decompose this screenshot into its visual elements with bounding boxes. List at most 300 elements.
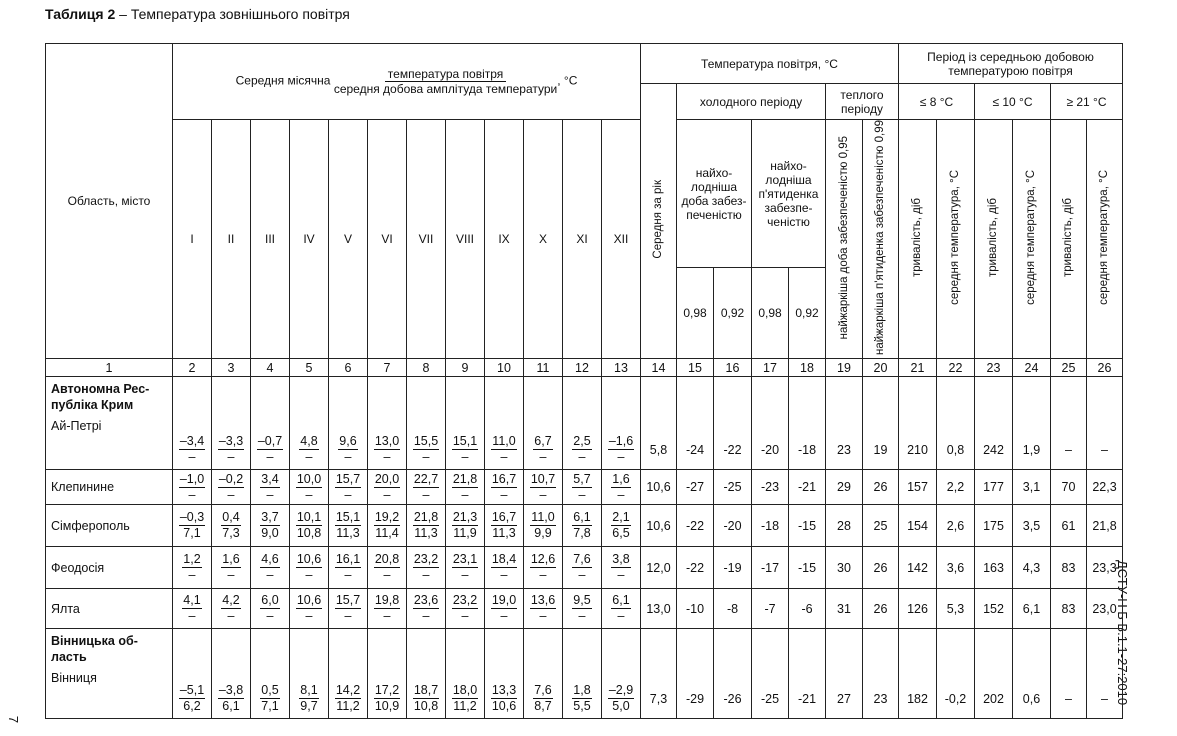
monthly-temp: 4,2 [222, 593, 240, 608]
monthly-cell [290, 470, 329, 505]
monthly-cell [251, 470, 290, 505]
value-cell: 154 [899, 505, 937, 547]
value-cell: 0,6 [1013, 629, 1051, 719]
monthly-temp: 21,3 [452, 510, 478, 525]
value-cell: -21 [789, 629, 826, 719]
header-ge21-avg: середня температура, °С [1087, 120, 1123, 359]
monthly-amplitude: 10,6 [491, 699, 517, 714]
monthly-temp: 6,1 [573, 510, 591, 525]
monthly-amplitude: – [617, 487, 625, 502]
monthly-amplitude: – [383, 568, 391, 583]
monthly-amplitude: – [422, 487, 430, 502]
table-header [46, 44, 1123, 377]
value-cell: 0,8 [937, 377, 975, 470]
header-monthly: Середня місячна $\frac{\text{температура повітря}}{\text{середня добова амплітуда температури}}$ , °С [173, 44, 641, 120]
value-cell: 30 [826, 547, 863, 589]
value-cell: 152 [975, 589, 1013, 629]
column-number: 6 [329, 359, 368, 377]
value-cell: 83 [1051, 589, 1087, 629]
monthly-temp: 0,5 [261, 683, 279, 698]
table-title-text: Температура зовнішнього повітря [130, 6, 350, 22]
monthly-cell [212, 547, 251, 589]
value-cell: -27 [677, 470, 714, 505]
monthly-temp: 14,2 [335, 683, 361, 698]
monthly-temp: 13,3 [491, 683, 517, 698]
column-number: 16 [714, 359, 752, 377]
monthly-temp: 5,7 [573, 471, 591, 486]
value-cell: 21,8 [1087, 505, 1123, 547]
location-cell [46, 505, 173, 547]
monthly-temp: 15,1 [452, 434, 478, 449]
monthly-amplitude: 8,7 [534, 699, 552, 714]
monthly-cell [251, 629, 290, 719]
month-9: IX [485, 120, 524, 359]
monthly-temp: 1,8 [573, 683, 591, 698]
monthly-cell [212, 470, 251, 505]
value-cell: 210 [899, 377, 937, 470]
monthly-temp: 23,1 [452, 552, 478, 567]
monthly-temp: 22,7 [413, 471, 439, 486]
monthly-temp: 4,8 [300, 434, 318, 449]
column-number: 25 [1051, 359, 1087, 377]
column-number: 15 [677, 359, 714, 377]
monthly-amplitude: 6,1 [222, 699, 240, 714]
monthly-cell [407, 377, 446, 470]
column-number: 5 [290, 359, 329, 377]
value-cell: 182 [899, 629, 937, 719]
monthly-temp: –2,9 [608, 683, 634, 698]
monthly-temp: 3,8 [612, 552, 630, 567]
header-warm-period: теплого періоду [826, 84, 899, 120]
table-row [46, 377, 1123, 470]
monthly-amplitude: – [305, 450, 313, 465]
monthly-amplitude: – [227, 450, 235, 465]
monthly-cell [407, 629, 446, 719]
monthly-temp: 19,2 [374, 510, 400, 525]
monthly-temp: 15,1 [335, 510, 361, 525]
monthly-amplitude: 9,0 [261, 526, 279, 541]
monthly-temp: 11,0 [531, 510, 555, 525]
monthly-cell [524, 629, 563, 719]
value-cell: -15 [789, 505, 826, 547]
monthly-temp: 20,0 [374, 471, 400, 486]
monthly-cell [602, 377, 641, 470]
value-cell: 26 [863, 589, 899, 629]
value-cell: 163 [975, 547, 1013, 589]
monthly-amplitude: – [227, 609, 235, 624]
monthly-cell [524, 377, 563, 470]
value-cell: -25 [752, 629, 789, 719]
monthly-amplitude: – [305, 609, 313, 624]
column-number: 9 [446, 359, 485, 377]
monthly-cell [290, 505, 329, 547]
monthly-temp: 1,6 [222, 552, 240, 567]
monthly-temp: 18,0 [452, 683, 478, 698]
monthly-cell [407, 505, 446, 547]
monthly-amplitude: – [188, 609, 196, 624]
monthly-amplitude: – [227, 568, 235, 583]
monthly-amplitude: 10,8 [413, 699, 439, 714]
monthly-cell [563, 629, 602, 719]
monthly-cell [329, 547, 368, 589]
monthly-amplitude: – [461, 450, 469, 465]
monthly-cell [290, 377, 329, 470]
monthly-temp: –1,6 [608, 434, 634, 449]
column-number: 19 [826, 359, 863, 377]
header-le10-avg: середня температура, °С [1013, 120, 1051, 359]
monthly-cell [524, 589, 563, 629]
location-cell [46, 377, 173, 470]
header-period: Період із середньою добовою температурою повітря [899, 44, 1123, 84]
value-cell: -20 [714, 505, 752, 547]
value-cell: -23 [752, 470, 789, 505]
value-cell: 22,3 [1087, 470, 1123, 505]
prob-coldest-day-098: 0,98 [677, 268, 714, 359]
value-cell: -26 [714, 629, 752, 719]
column-number: 21 [899, 359, 937, 377]
monthly-temp: 2,1 [612, 510, 630, 525]
monthly-cell [329, 629, 368, 719]
monthly-amplitude: – [461, 568, 469, 583]
monthly-cell [446, 547, 485, 589]
monthly-cell [446, 505, 485, 547]
monthly-temp: 19,0 [491, 593, 517, 608]
region-name: Вінницька об-ласть [51, 634, 138, 665]
city-name: Вінниця [51, 671, 97, 686]
header-coldest-day: найхо-лоднішa доба забез-печеністю [677, 120, 752, 268]
monthly-amplitude: 10,8 [296, 526, 322, 541]
value-cell: 29 [826, 470, 863, 505]
location-cell [46, 629, 173, 719]
value-cell: 10,6 [641, 470, 677, 505]
table-body [46, 377, 1123, 719]
value-cell: 23,0 [1087, 589, 1123, 629]
monthly-cell [524, 505, 563, 547]
monthly-cell [251, 377, 290, 470]
monthly-temp: 21,8 [452, 471, 478, 486]
monthly-cell [329, 377, 368, 470]
monthly-amplitude: – [539, 450, 547, 465]
monthly-cell [290, 629, 329, 719]
value-cell: 5,3 [937, 589, 975, 629]
monthly-amplitude: – [305, 487, 313, 502]
monthly-temp: 23,2 [413, 552, 439, 567]
monthly-amplitude: – [461, 609, 469, 624]
monthly-temp: 1,2 [183, 552, 201, 567]
monthly-cell [446, 589, 485, 629]
month-8: VIII [446, 120, 485, 359]
monthly-amplitude: 11,3 [414, 526, 438, 541]
header-hottest-5day: найжаркіша п'ятиденка забезпеченістю 0,99 [863, 120, 899, 359]
value-cell: -7 [752, 589, 789, 629]
monthly-cell [407, 470, 446, 505]
month-11: XI [563, 120, 602, 359]
monthly-temp: 9,5 [573, 593, 591, 608]
monthly-cell [329, 505, 368, 547]
monthly-cell [485, 547, 524, 589]
value-cell: -10 [677, 589, 714, 629]
monthly-temp: 21,8 [413, 510, 439, 525]
value-cell: 1,9 [1013, 377, 1051, 470]
column-number: 23 [975, 359, 1013, 377]
value-cell: 23 [826, 377, 863, 470]
monthly-cell [602, 505, 641, 547]
monthly-amplitude: – [578, 609, 586, 624]
monthly-cell [563, 470, 602, 505]
month-3: III [251, 120, 290, 359]
value-cell: 61 [1051, 505, 1087, 547]
column-number: 18 [789, 359, 826, 377]
value-cell: 7,3 [641, 629, 677, 719]
value-cell: -17 [752, 547, 789, 589]
monthly-temp: 13,0 [374, 434, 400, 449]
monthly-temp: 15,5 [413, 434, 439, 449]
monthly-temp: –3,8 [218, 683, 244, 698]
value-cell: -20 [752, 377, 789, 470]
monthly-amplitude: – [266, 450, 274, 465]
page-number: 7 [6, 715, 22, 724]
monthly-temp: 16,7 [491, 471, 517, 486]
monthly-temp: 12,6 [530, 552, 556, 567]
header-air-temp: Температура повітря, °С [641, 44, 899, 84]
monthly-temp: 6,0 [261, 593, 279, 608]
value-cell: – [1087, 629, 1123, 719]
monthly-amplitude: – [422, 609, 430, 624]
monthly-cell [290, 589, 329, 629]
monthly-temp: 10,7 [530, 471, 556, 486]
value-cell: – [1087, 377, 1123, 470]
value-cell: -19 [714, 547, 752, 589]
monthly-temp: 15,7 [335, 471, 361, 486]
table-row [46, 470, 1123, 505]
monthly-cell [563, 547, 602, 589]
monthly-cell [173, 377, 212, 470]
monthly-temp: 2,5 [573, 434, 591, 449]
monthly-amplitude: – [500, 487, 508, 502]
monthly-amplitude: – [266, 487, 274, 502]
monthly-amplitude: – [383, 609, 391, 624]
column-number: 2 [173, 359, 212, 377]
monthly-amplitude: – [500, 450, 508, 465]
column-number: 12 [563, 359, 602, 377]
value-cell: 19 [863, 377, 899, 470]
monthly-cell [563, 377, 602, 470]
value-cell: 25 [863, 505, 899, 547]
monthly-amplitude: 10,9 [374, 699, 400, 714]
value-cell: 13,0 [641, 589, 677, 629]
header-le10-duration: тривалість, діб [975, 120, 1013, 359]
monthly-cell [485, 377, 524, 470]
table-row [46, 589, 1123, 629]
header-hottest-day: найжаркіша доба забезпеченістю 0,95 [826, 120, 863, 359]
column-number: 24 [1013, 359, 1051, 377]
monthly-cell [485, 589, 524, 629]
value-cell: -18 [789, 377, 826, 470]
monthly-amplitude: – [305, 568, 313, 583]
monthly-amplitude: – [539, 487, 547, 502]
table-row [46, 547, 1123, 589]
value-cell: -15 [789, 547, 826, 589]
monthly-cell [212, 629, 251, 719]
monthly-amplitude: 5,0 [612, 699, 630, 714]
monthly-temp: 18,4 [491, 552, 517, 567]
monthly-temp: –3,3 [218, 434, 244, 449]
monthly-cell [446, 470, 485, 505]
location-cell [46, 470, 173, 505]
monthly-cell [329, 470, 368, 505]
header-le8-avg: середня температура, °С [937, 120, 975, 359]
city-name: Ай-Петрі [51, 419, 102, 434]
monthly-temp: 7,6 [534, 683, 552, 698]
value-cell: 242 [975, 377, 1013, 470]
value-cell: -6 [789, 589, 826, 629]
monthly-amplitude: – [500, 568, 508, 583]
monthly-amplitude: – [461, 487, 469, 502]
monthly-cell [407, 589, 446, 629]
monthly-temp: 17,2 [374, 683, 400, 698]
value-cell: 2,2 [937, 470, 975, 505]
monthly-temp: –1,0 [179, 471, 205, 486]
monthly-amplitude: – [344, 609, 352, 624]
monthly-amplitude: – [500, 609, 508, 624]
month-4: IV [290, 120, 329, 359]
value-cell: 202 [975, 629, 1013, 719]
monthly-amplitude: – [578, 487, 586, 502]
value-cell: – [1051, 629, 1087, 719]
monthly-cell [602, 629, 641, 719]
monthly-cell [368, 505, 407, 547]
monthly-temp: 6,7 [534, 434, 552, 449]
table-row [46, 629, 1123, 719]
value-cell: 23 [863, 629, 899, 719]
column-number: 1 [46, 359, 173, 377]
value-cell: 157 [899, 470, 937, 505]
value-cell: 142 [899, 547, 937, 589]
location-cell [46, 547, 173, 589]
monthly-amplitude: 11,2 [453, 699, 477, 714]
monthly-cell [602, 589, 641, 629]
monthly-cell [407, 547, 446, 589]
monthly-amplitude: 7,8 [573, 526, 591, 541]
monthly-cell [602, 470, 641, 505]
monthly-temp: 16,7 [491, 510, 517, 525]
monthly-cell [212, 589, 251, 629]
monthly-amplitude: – [539, 609, 547, 624]
value-cell: 12,0 [641, 547, 677, 589]
value-cell: 10,6 [641, 505, 677, 547]
monthly-amplitude: 11,3 [336, 526, 360, 541]
monthly-temp: –0,7 [257, 434, 283, 449]
monthly-amplitude: – [188, 450, 196, 465]
value-cell: 27 [826, 629, 863, 719]
value-cell: 26 [863, 470, 899, 505]
month-1: I [173, 120, 212, 359]
value-cell: -25 [714, 470, 752, 505]
monthly-amplitude: 5,5 [573, 699, 591, 714]
monthly-temp: 8,1 [300, 683, 318, 698]
monthly-amplitude: 9,9 [534, 526, 552, 541]
monthly-cell [524, 547, 563, 589]
monthly-cell [212, 377, 251, 470]
monthly-amplitude: – [227, 487, 235, 502]
monthly-cell [485, 505, 524, 547]
monthly-temp: 10,6 [296, 552, 322, 567]
monthly-amplitude: – [617, 450, 625, 465]
column-number: 11 [524, 359, 563, 377]
month-10: X [524, 120, 563, 359]
month-5: V [329, 120, 368, 359]
city-name: Сімферополь [51, 518, 130, 533]
monthly-amplitude: – [266, 568, 274, 583]
value-cell: -8 [714, 589, 752, 629]
monthly-cell [485, 470, 524, 505]
month-2: II [212, 120, 251, 359]
value-cell: 126 [899, 589, 937, 629]
prob-coldest-5day-098: 0,98 [752, 268, 789, 359]
value-cell: 70 [1051, 470, 1087, 505]
monthly-cell [368, 547, 407, 589]
monthly-amplitude: – [344, 568, 352, 583]
column-number: 7 [368, 359, 407, 377]
monthly-temp: –0,3 [179, 510, 205, 525]
monthly-amplitude: – [422, 568, 430, 583]
monthly-temp: 23,2 [452, 593, 478, 608]
monthly-cell [173, 505, 212, 547]
value-cell: -22 [714, 377, 752, 470]
month-7: VII [407, 120, 446, 359]
monthly-temp: 6,1 [612, 593, 630, 608]
value-cell: -24 [677, 377, 714, 470]
monthly-temp: 11,0 [492, 434, 516, 449]
monthly-amplitude: – [344, 487, 352, 502]
value-cell: 83 [1051, 547, 1087, 589]
monthly-temp: 13,6 [530, 593, 556, 608]
column-number: 22 [937, 359, 975, 377]
monthly-cell [251, 547, 290, 589]
monthly-cell [368, 377, 407, 470]
city-name: Ялта [51, 601, 80, 616]
monthly-temp: 20,8 [374, 552, 400, 567]
monthly-temp: –5,1 [179, 683, 205, 698]
monthly-temp: –0,2 [218, 471, 244, 486]
monthly-amplitude: 7,3 [222, 526, 240, 541]
monthly-cell [368, 470, 407, 505]
monthly-temp: 19,8 [374, 593, 400, 608]
monthly-amplitude: 6,5 [612, 526, 630, 541]
monthly-amplitude: 7,1 [183, 526, 201, 541]
header-ge21: ≥ 21 °С [1051, 84, 1123, 120]
monthly-amplitude: 6,2 [183, 699, 201, 714]
monthly-amplitude: 7,1 [261, 699, 279, 714]
column-number: 14 [641, 359, 677, 377]
header-annual: Середня за рік [641, 84, 677, 359]
value-cell: 3,1 [1013, 470, 1051, 505]
prob-coldest-5day-092: 0,92 [789, 268, 826, 359]
monthly-cell [563, 505, 602, 547]
value-cell: -21 [789, 470, 826, 505]
monthly-cell [173, 547, 212, 589]
value-cell: -29 [677, 629, 714, 719]
monthly-temp: 10,1 [296, 510, 322, 525]
value-cell: 5,8 [641, 377, 677, 470]
monthly-amplitude: 11,9 [453, 526, 477, 541]
monthly-temp: 10,6 [296, 593, 322, 608]
header-coldest-5day: найхо-лоднішa п'ятиденка забезпе-ченістю [752, 120, 826, 268]
column-number: 8 [407, 359, 446, 377]
monthly-cell [251, 589, 290, 629]
table-title-dash: – [115, 6, 131, 22]
monthly-cell [602, 547, 641, 589]
